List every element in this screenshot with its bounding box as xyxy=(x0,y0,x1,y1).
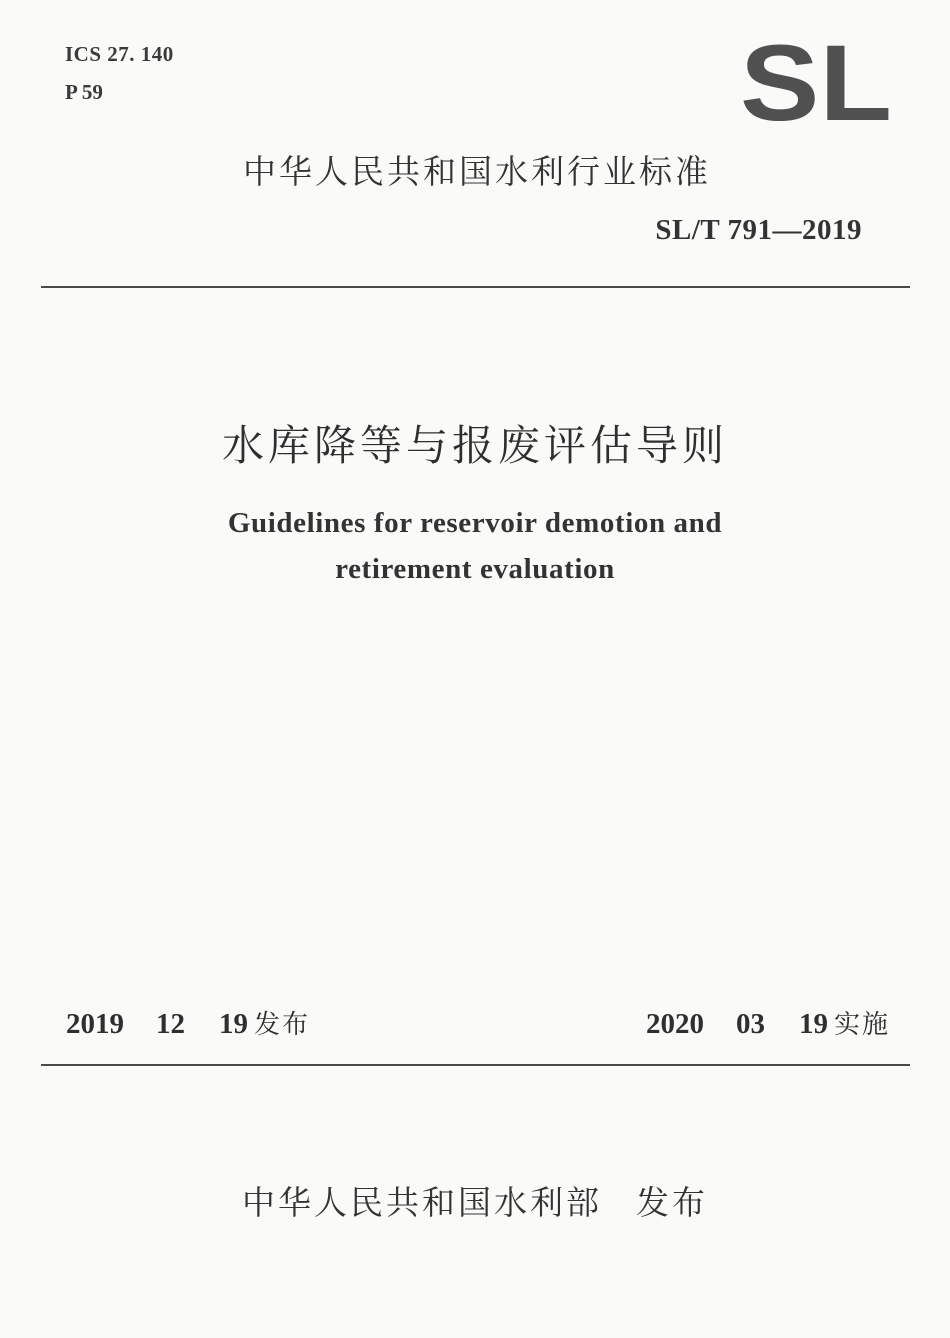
title-english-line-2: retirement evaluation xyxy=(335,553,615,585)
effective-year: 2020 xyxy=(645,1008,704,1040)
ccs-code: P 59 xyxy=(65,80,103,104)
standard-number: SL/T 791—2019 xyxy=(655,214,862,246)
publisher-label: 发布 xyxy=(636,1183,708,1222)
publisher-name: 中华人民共和国水利部 xyxy=(242,1183,602,1222)
sl-logo-text: SL xyxy=(740,44,892,124)
issue-month: 12 xyxy=(156,1008,185,1040)
title-english-line-1: Guidelines for reservoir demotion and xyxy=(227,507,723,539)
effective-date xyxy=(646,1004,890,1045)
issue-day: 19 xyxy=(219,1008,248,1040)
issue-label: 发布 xyxy=(254,1010,311,1040)
industry-standard-heading xyxy=(0,150,950,194)
issue-date xyxy=(66,1004,310,1045)
publisher-line xyxy=(0,1180,950,1226)
bottom-divider xyxy=(41,1064,910,1066)
effective-month: 03 xyxy=(735,1008,765,1040)
industry-standard-text: 中华人民共和国水利行业标准 xyxy=(243,152,711,191)
issue-year: 2019 xyxy=(66,1008,124,1040)
title-english xyxy=(0,500,950,592)
effective-day: 19 xyxy=(798,1008,828,1040)
title-chinese: 水库降等与报废评估导则 xyxy=(221,421,728,470)
ics-code: ICS 27. 140 xyxy=(65,42,174,66)
top-divider xyxy=(41,286,910,288)
sl-logo xyxy=(738,44,894,124)
effective-label: 实施 xyxy=(833,1010,890,1040)
